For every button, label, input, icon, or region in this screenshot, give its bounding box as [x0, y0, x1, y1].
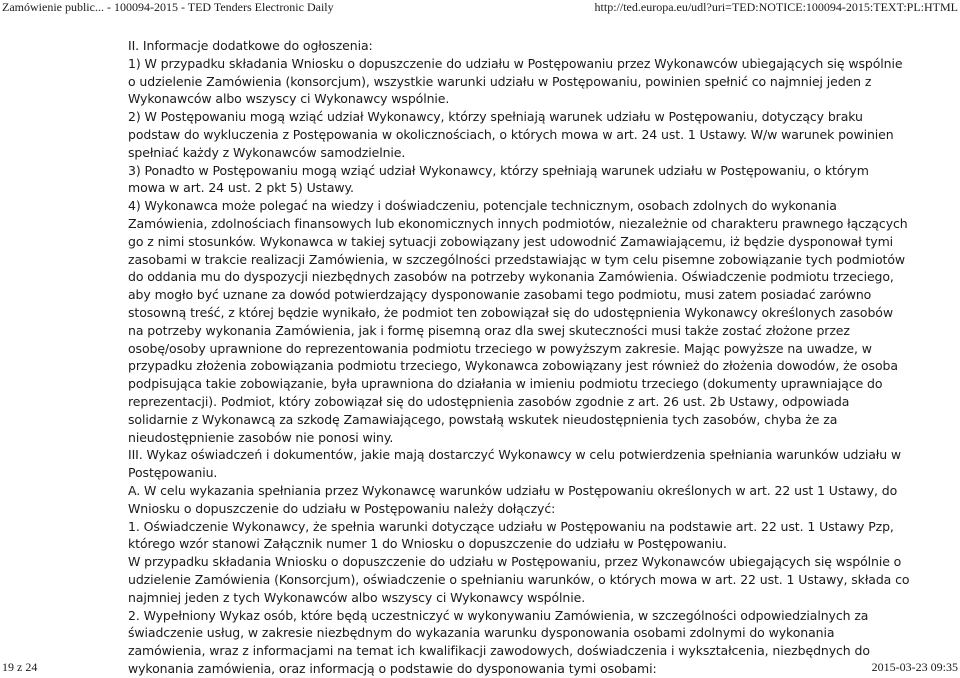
body-text-line: nieudostępnienie zasobów nie ponosi winy.	[128, 429, 394, 445]
page-url-header: http://ted.europa.eu/udl?uri=TED:NOTICE:100094-2015:TEXT:PL:HTML	[594, 0, 958, 14]
body-text-line: W przypadku składania Wniosku o dopuszczenie do udziału w Postępowaniu, przez Wykonawców ubiegających się wspólnie o	[128, 554, 902, 570]
body-text-line: do oddania mu do dyspozycji niezbędnych zasobów na potrzeby wykonania Zamówienia. Oświadczenie podmiotu trzeciego,	[128, 269, 894, 285]
page-number: 19 z 24	[2, 660, 38, 674]
body-text-line: o udzielenie Zamówienia (konsorcjum), wszystkie warunki udziału w Postępowaniu, powinien spełnić co najmniej jeden z	[128, 73, 872, 89]
body-text-line: świadczenie usług, w zakresie niezbędnym do wykazania warunku dysponowania osobami zdolnymi do wykonania	[128, 625, 835, 641]
body-text-line: mowa w art. 24 ust. 2 pkt 5) Ustawy.	[128, 180, 354, 196]
body-text-line: podstaw do wykluczenia z Postępowania w okolicznościach, o których mowa w art. 24 ust. 1 Ustawy. W/w warunek powinien	[128, 126, 894, 142]
body-text-line: którego wzór stanowi Załącznik numer 1 do Wniosku o dopuszczenie do udziału w Postępowaniu.	[128, 536, 727, 552]
browser-print-footer	[0, 660, 960, 674]
body-text-line: solidarnie z Wykonawcą za szkodę Zamawiającego, powstałą wskutek nieudostępnienia tych zasobów, chyba że za	[128, 411, 838, 427]
body-text-line: Wykonawców albo wszyscy ci Wykonawcy wspólnie.	[128, 91, 450, 107]
body-text-line: 4) Wykonawca może polegać na wiedzy i doświadczeniu, potencjale technicznym, osobach zdolnych do wykonania	[128, 198, 837, 214]
body-text-line: udzielenie Zamówienia (Konsorcjum), oświadczenie o spełnianiu warunków, o których mowa w art. 22 ust. 1 Ustawy, składa co	[128, 571, 910, 587]
document-body	[128, 37, 910, 678]
body-text-line: 1. Oświadczenie Wykonawcy, że spełnia warunki dotyczące udziału w Postępowaniu na podstawie art. 22 ust. 1 Ustawy Pzp,	[128, 518, 894, 534]
body-text-line: Wniosku o dopuszczenie do udziału w Postępowaniu należy dołączyć:	[128, 500, 556, 516]
body-text-line: zasobami w trakcie realizacji Zamówienia, w szczególności przedstawiając w tym celu pisemne zobowiązanie tych podmiotów	[128, 251, 906, 267]
body-text-line: 2) W Postępowaniu mogą wziąć udział Wykonawcy, którzy spełniają warunek udziału w Postępowaniu, dotyczący braku	[128, 109, 863, 125]
body-text-line: najmniej jeden z tych Wykonawców albo wszyscy ci Wykonawcy wspólnie.	[128, 589, 586, 605]
body-text-line: stosowną treść, z której będzie wynikało, że podmiot ten zobowiązał się do udostępnienia Wykonawcy określonych zasobów	[128, 304, 893, 320]
body-text-line: 3) Ponadto w Postępowaniu mogą wziąć udział Wykonawcy, którzy spełniają warunek udziału w Postępowaniu, o którym	[128, 162, 869, 178]
body-text-line: go z nimi stosunków. Wykonawca w takiej sytuacji zobowiązany jest udowodnić Zamawiającemu, iż będzie dysponował tymi	[128, 233, 894, 249]
body-text-line: podpisująca takie zobowiązanie, była uprawniona do działania w imieniu podmiotu trzeciego (dokumenty uprawniające do	[128, 376, 883, 392]
body-text-line: na potrzeby wykonania Zamówienia, jak i formę pisemną oraz dla swej skuteczności musi także zostać złożone przez	[128, 322, 850, 338]
page-title-header: Zamówienie public... - 100094-2015 - TED Tenders Electronic Daily	[2, 0, 334, 14]
body-text-line: A. W celu wykazania spełniania przez Wykonawcę warunków udziału w Postępowaniu określonych w art. 22 ust 1 Ustawy, do	[128, 482, 898, 498]
browser-print-header	[0, 0, 960, 14]
body-text-line: osobę/osoby uprawnione do reprezentowania podmiotu trzeciego w powyższym zakresie. Mając powyższe na uwadze, w	[128, 340, 872, 356]
body-text-line: reprezentacji). Podmiot, który zobowiązał się do udostępnienia zasobów zgodnie z art. 26 ust. 2b Ustawy, odpowiada	[128, 393, 850, 409]
body-text-line: wykonania zamówienia, oraz informacją o podstawie do dysponowania tymi osobami:	[128, 660, 657, 676]
body-text-line: aby mogło być uznane za dowód potwierdzający dysponowanie zasobami tego podmiotu, musi zatem posiadać zarówno	[128, 287, 872, 303]
body-text-line: Zamówienia, zdolnościach finansowych lub ekonomicznych innych podmiotów, niezależnie od charakteru prawnego łączących	[128, 215, 908, 231]
body-text-line: 1) W przypadku składania Wniosku o dopuszczenie do udziału w Postępowaniu przez Wykonawców ubiegających się wspólnie	[128, 55, 903, 71]
print-timestamp: 2015-03-23 09:35	[871, 660, 958, 674]
body-text-line: II. Informacje dodatkowe do ogłoszenia:	[128, 38, 373, 53]
body-text-line: zamówienia, wraz z informacjami na temat ich kwalifikacji zawodowych, doświadczenia i wykształcenia, niezbędnych do	[128, 643, 870, 659]
body-text-line: 2. Wypełniony Wykaz osób, które będą uczestniczyć w wykonywaniu Zamówienia, w szczególności odpowiedzialnych za	[128, 607, 869, 623]
body-text-line: spełniać każdy z Wykonawców samodzielnie.	[128, 144, 406, 160]
body-text-line: III. Wykaz oświadczeń i dokumentów, jakie mają dostarczyć Wykonawcy w celu potwierdzenia spełniania warunków udziału w	[128, 447, 902, 463]
body-text-line: przypadku złożenia zobowiązania podmiotu trzeciego, Wykonawca zobowiązany jest również do złożenia dowodów, że osoba	[128, 358, 898, 374]
body-text-line: Postępowaniu.	[128, 465, 218, 481]
